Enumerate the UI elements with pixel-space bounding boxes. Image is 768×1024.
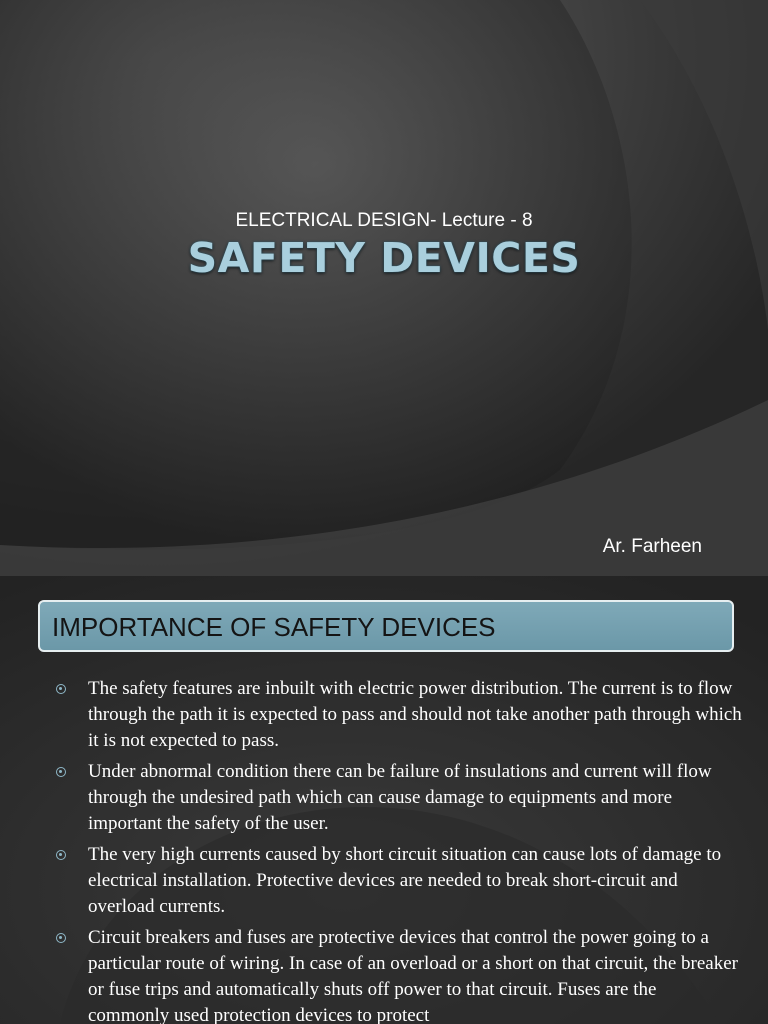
list-item <box>52 759 742 837</box>
bullet-text: The safety features are inbuilt with electric power distribution. The current is to flow through the path it is expected to pass and should not take another path through which it is not expected to pass. <box>88 678 742 751</box>
section-heading: IMPORTANCE OF SAFETY DEVICES <box>52 612 496 642</box>
bullet-list <box>52 676 742 1024</box>
bullet-icon <box>56 850 66 860</box>
list-item <box>52 676 742 754</box>
bullet-text: Circuit breakers and fuses are protective devices that control the power going to a particular route of wiring. In case of an overload or a short on that circuit, the breaker or fuse trips and automatically shuts off power to that circuit. Fuses are the commonly used protection devices to protect <box>88 927 738 1024</box>
lecture-subtitle: ELECTRICAL DESIGN- Lecture - 8 <box>235 210 533 231</box>
bullet-icon <box>56 767 66 777</box>
list-item <box>52 925 742 1024</box>
author-name: Ar. Farheen <box>602 536 702 557</box>
bullet-icon <box>56 684 66 694</box>
slide-title: SAFETY DEVICES <box>187 234 581 282</box>
bullet-text: Under abnormal condition there can be failure of insulations and current will flow through the undesired path which can cause damage to equipments and more important the safety of the user. <box>88 761 712 834</box>
section-header <box>38 600 734 652</box>
content-slide <box>0 576 768 1024</box>
list-item <box>52 842 742 920</box>
bullet-text: The very high currents caused by short circuit situation can cause lots of damage to electrical installation. Protective devices are needed to break short-circuit and overload currents. <box>88 844 722 917</box>
bullet-icon <box>56 933 66 943</box>
